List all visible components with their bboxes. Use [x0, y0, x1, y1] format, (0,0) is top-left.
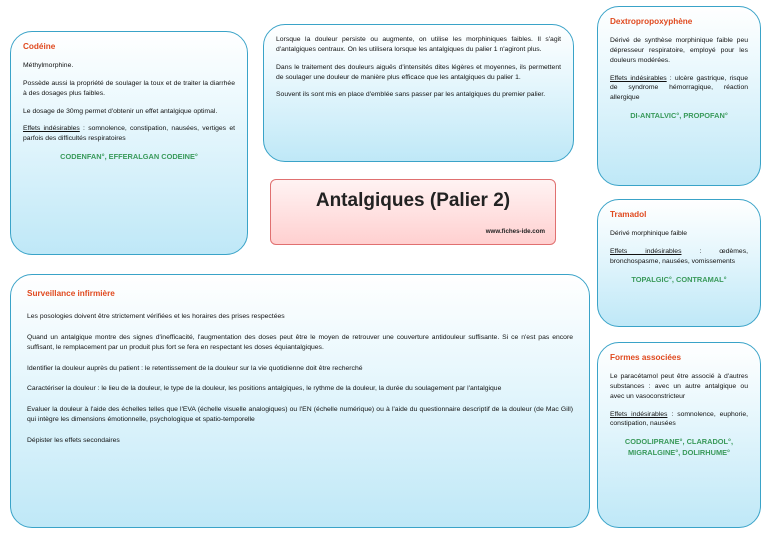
tramadol-brands: TOPALGIC°, CONTRAMAL° — [631, 274, 727, 284]
surveillance-item: Dépister les effets secondaires — [27, 436, 120, 444]
surveillance-item: Identifier la douleur auprès du patient : le retentissement de la douleur sur la vie quotidienne doit être recherché — [27, 364, 363, 372]
codeine-effects — [23, 124, 235, 144]
codeine-text-1: Méthylmorphine. — [23, 62, 74, 69]
surveillance-item: Evaluer la douleur à l'aide des échelles telles que l'EVA (échelle visuelle analogiques) ou l'EN (échelle numérique) ou à l'aide du questionnaire descriptif de la douleur (de Mac Gill) qui intègre les dimensions émotionnelle, psychologique et spatio-temporelle — [27, 406, 573, 424]
formes-effects-label: Effets indésirables — [610, 410, 668, 418]
intro-card — [263, 24, 574, 162]
codeine-effects-text: : somnolence, constipation, nausées, vertiges et parfois des difficultés respiratoires — [23, 125, 235, 143]
tramadol-effects-label: Effets indésirables — [610, 247, 682, 255]
tramadol-effects — [610, 247, 748, 267]
codeine-text-2: Possède aussi la propriété de soulager la toux et de traiter la diarrhée à des dosages plus faibles. — [23, 79, 235, 97]
formes-text-1: Le paracétamol peut être associé à d'autres substances : avec un autre antalgique ou avec un vasoconstricteur — [610, 373, 748, 400]
surveillance-title: Surveillance infirmière — [27, 289, 115, 298]
intro-text-1: Lorsque la douleur persiste ou augmente, on utilise les morphiniques faibles. Il s'agit d'antalgiques centraux. On les utilisera lorsque les antalgiques du palier 1 n'agiront plus. — [276, 36, 561, 53]
formes-effects-text: : somnolence, euphorie, constipation, nausées — [610, 410, 748, 428]
dextro-title: Dextropropoxyphène — [610, 17, 693, 26]
intro-text-2: Dans le traitement des douleurs aiguës d'intensités dites légères et moyennes, ils permettent de soulager une douleur de manière plus efficace que les antalgiques du palier 1. — [276, 63, 561, 81]
dextro-effects-label: Effets indésirables — [610, 74, 667, 82]
title-box — [270, 179, 556, 245]
dextro-card — [597, 6, 761, 186]
codeine-text-3: Le dosage de 30mg permet d'obtenir un effet antalgique optimal. — [23, 107, 218, 115]
dextro-effects — [610, 74, 748, 104]
site-url: www.fiches-ide.com — [485, 228, 545, 235]
tramadol-title: Tramadol — [610, 210, 647, 219]
codeine-brands: CODENFAN°, EFFERALGAN CODEINE° — [60, 152, 198, 162]
formes-card — [597, 342, 761, 528]
tramadol-effects-text: : œdèmes, bronchospasme, nausées, vomissements — [610, 247, 748, 265]
dextro-effects-text: : ulcère gastrique, risque de syndrome hémorragique, réaction allergique — [610, 74, 748, 102]
intro-text-3: Souvent ils sont mis en place d'emblée sans passer par les antalgiques du premier palier. — [276, 91, 546, 99]
formes-brands-1: CODOLIPRANE°, CLARADOL°, — [624, 437, 734, 447]
tramadol-card — [597, 199, 761, 327]
codeine-effects-label: Effets indésirables — [23, 125, 80, 133]
page-title: Antalgiques (Palier 2) — [315, 190, 511, 211]
surveillance-item: Quand un antalgique montre des signes d'inefficacité, l'augmentation des doses peut être le moyen de retrouver une couverture antidouleur suffisante. Si ce n'est pas encore suffisant, le remplacement par un produit plus fort se fera en respectant les doses équiantalgiques. — [27, 333, 573, 351]
dextro-brands: DI-ANTALVIC°, PROPOFAN° — [630, 111, 728, 121]
codeine-title: Codéine — [23, 42, 56, 51]
surveillance-card — [10, 274, 590, 528]
tramadol-text-1: Dérivé morphinique faible — [610, 230, 688, 237]
surveillance-item: Les posologies doivent être strictement vérifiées et les horaires des prises respectées — [27, 313, 285, 320]
codeine-card — [10, 31, 248, 255]
dextro-text-1: Dérivé de synthèse morphinique faible peu dépresseur respiratoire, employé pour les douleurs modérées. — [610, 37, 748, 64]
surveillance-item: Caractériser la douleur : le lieu de la douleur, le type de la douleur, les positions antalgiques, le rythme de la douleur, la durée du soulagement par l'antalgique — [27, 385, 502, 393]
formes-brands-2: MIGRALGINE°, DOLIRHUME° — [628, 448, 730, 458]
formes-effects — [610, 410, 748, 430]
formes-title: Formes associées — [610, 353, 682, 362]
